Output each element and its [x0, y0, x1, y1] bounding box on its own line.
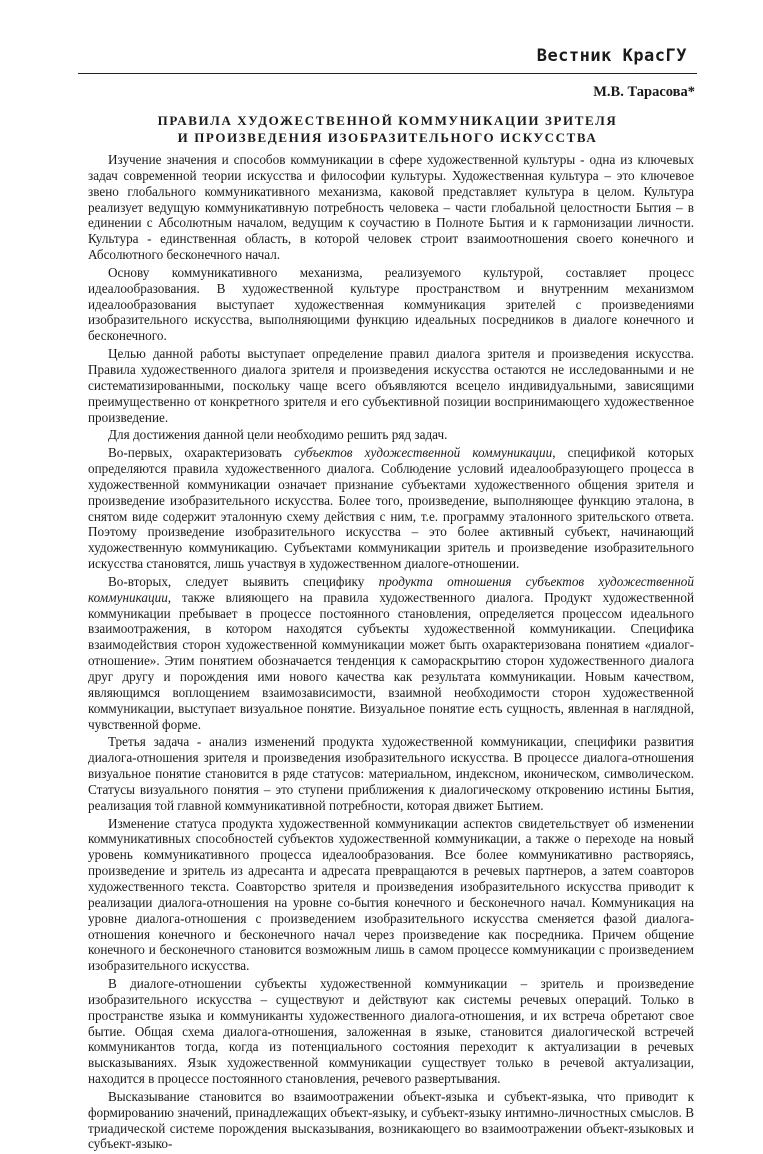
paragraph-5 [88, 445, 694, 572]
paragraph-7: Третья задача - анализ изменений продукта художественной коммуникации, специфики развития диалога-отношения зрителя и произведения изобразительного искусства. В процессе диалога-отношения визуальное понятие становится в ряде статусов: материальном, индексном, иконическом, символическом. Статусы визуального понятия – это ступени приближения к диалогическому откровению истины Бытия, реализация той главной коммуникативной потребности, которая движет Бытием. [88, 734, 694, 813]
paragraph-5-emphasis: субъектов художественной коммуникации [294, 445, 553, 461]
paragraph-6-rest: , также влияющего на правила художественного диалога. Продукт художественной коммуникации пребывает в процессе постоянного становления, определяется процессом идеального взаимоотражения, в котором находятся субъекты художественной коммуникации. Специфика взаимодействия сторон художественной коммуникации может быть охарактеризована понятием «диалог-отношение». Этим понятием обозначается тенденция к самораскрытию сторон художественного диалога друг другу и порождения ими нового качества как результата коммуникации. Новым качеством, являющимся воплощением взаимозависимости, взаимной необходимости сторон художественной коммуникации, выступает визуальное понятие. Визуальное понятие есть сущность, явленная в наглядной, чувственной форме. [88, 589, 694, 732]
article-title [78, 112, 697, 146]
title-line-1: ПРАВИЛА ХУДОЖЕСТВЕННОЙ КОММУНИКАЦИИ ЗРИТЕЛЯ [157, 113, 618, 128]
title-line-2: И ПРОИЗВЕДЕНИЯ ИЗОБРАЗИТЕЛЬНОГО ИСКУССТВА [177, 130, 598, 145]
header-rule [78, 73, 697, 74]
paragraph-5-rest: , спецификой которых определяются правила художественного диалога. Соблюдение условий идеалообразующего процесса в художественной коммуникации означает признание субъектами художественного общения зрителя и произведение изобразительного искусства. Более того, произведение, выполняющее функцию эталона, в снятом виде содержит эталонную схему действия с ним, т.е. программу эталонного зрительского ответа. Поэтому произведение изобразительного искусства – это более активный субъект, начинающий художественную коммуникацию. Субъектами коммуникации зритель и произведение изобразительного искусства становятся, лишь участвуя в художественном диалоге-отношении. [88, 445, 694, 572]
paragraph-6 [88, 574, 694, 732]
paragraph-5-lead: Во-первых, охарактеризовать [108, 445, 295, 461]
journal-name: Вестник КрасГУ [536, 46, 687, 66]
paragraph-4: Для достижения данной цели необходимо решить ряд задач. [108, 427, 448, 443]
paragraph-10: Высказывание становится во взаимоотражении объект-языка и субъект-языка, что приводит к формированию значений, принадлежащих объект-языку, и субъект-языку интимно-личностных смыслов. В триадической системе порождения высказывания, возникающего во взаимоотражении объект-языковых и субъект-языко- [88, 1088, 694, 1152]
article-body [88, 152, 694, 1154]
author-name: М.В. Тарасова* [593, 84, 695, 100]
paragraph-8: Изменение статуса продукта художественной коммуникации аспектов свидетельствует об изменении коммуникативных способностей субъектов художественной коммуникации, а также о переходе на новый уровень коммуникативного процесса идеалообразования. Все более коммуникативно растворяясь, произведение и зритель из адресанта и адресата превращаются в речевых партнеров, а затем соавторов художественного текста. Соавторство зрителя и произведения изобразительного искусства приводит к реализации диалога-отношения на уровне со-бытия конечного и бесконечного начал. Коммуникация на уровне диалога-отношения с произведением изобразительного искусства сменяется фазой диалога-отношения конечного и бесконечного начал через произведение как посредника. Причем общение конечного и бесконечного становится возможным лишь в самом процессе коммуникации с произведением изобразительного искусства. [88, 815, 694, 974]
paragraph-6-emphasis: продукта отношения субъектов художественной коммуникации [88, 573, 694, 605]
paragraph-6-lead: Во-вторых, следует выявить специфику [108, 573, 379, 589]
paragraph-9: В диалоге-отношении субъекты художественной коммуникации – зритель и произведение изобразительного искусства – существуют и действуют как системы речевых операций. Только в пространстве языка и коммуниканты художественного диалога-отношения, и их встреча обретают свое бытие. Общая схема диалога-отношения, заложенная в языке, становится диалогической встречей коммуникантов тогда, когда из потенциального состояния переходит к актуализации в речевых высказываниях. Язык художественной коммуникации существует только в речевой актуализации, находится в процессе постоянного становления, речевого развертывания. [88, 976, 694, 1087]
paragraph-2: Основу коммуникативного механизма, реализуемого культурой, составляет процесс идеалообразования. В художественной культуре пространством и внутренним механизмом идеалообразования выступает художественная коммуникация зрителей с произведениями изобразительного искусства, выполняющими функцию идеальных посредников в диалоге конечного и бесконечного. [88, 264, 694, 344]
paragraph-3: Целью данной работы выступает определение правил диалога зрителя и произведения искусства. Правила художественного диалога зрителя и произведения искусства остаются не исследованными и не систематизированными, поскольку чаще всего объявляются всецело индивидуальными, зависящими преимущественно от конкретного зрителя и его субъективной позиции воспринимающего художественное произведение. [88, 346, 694, 425]
paragraph-1: Изучение значения и способов коммуникации в сфере художественной культуры - одна из ключевых задач современной теории искусства и философии культуры. Художественная культура – это ключевое звено глобального коммуникативного механизма, каковой представляет культура в целом. Культура реализует ведущую коммуникативную потребность человека – части глобальной целостности Бытия – в единении с Абсолютным началом, ведущим к соучастию в Полноте Бытия и к гармонизации личности. Культура - единственная область, в которой человек строит взаимоотношения своего конечного и Абсолютного бесконечного начал. [88, 152, 694, 263]
